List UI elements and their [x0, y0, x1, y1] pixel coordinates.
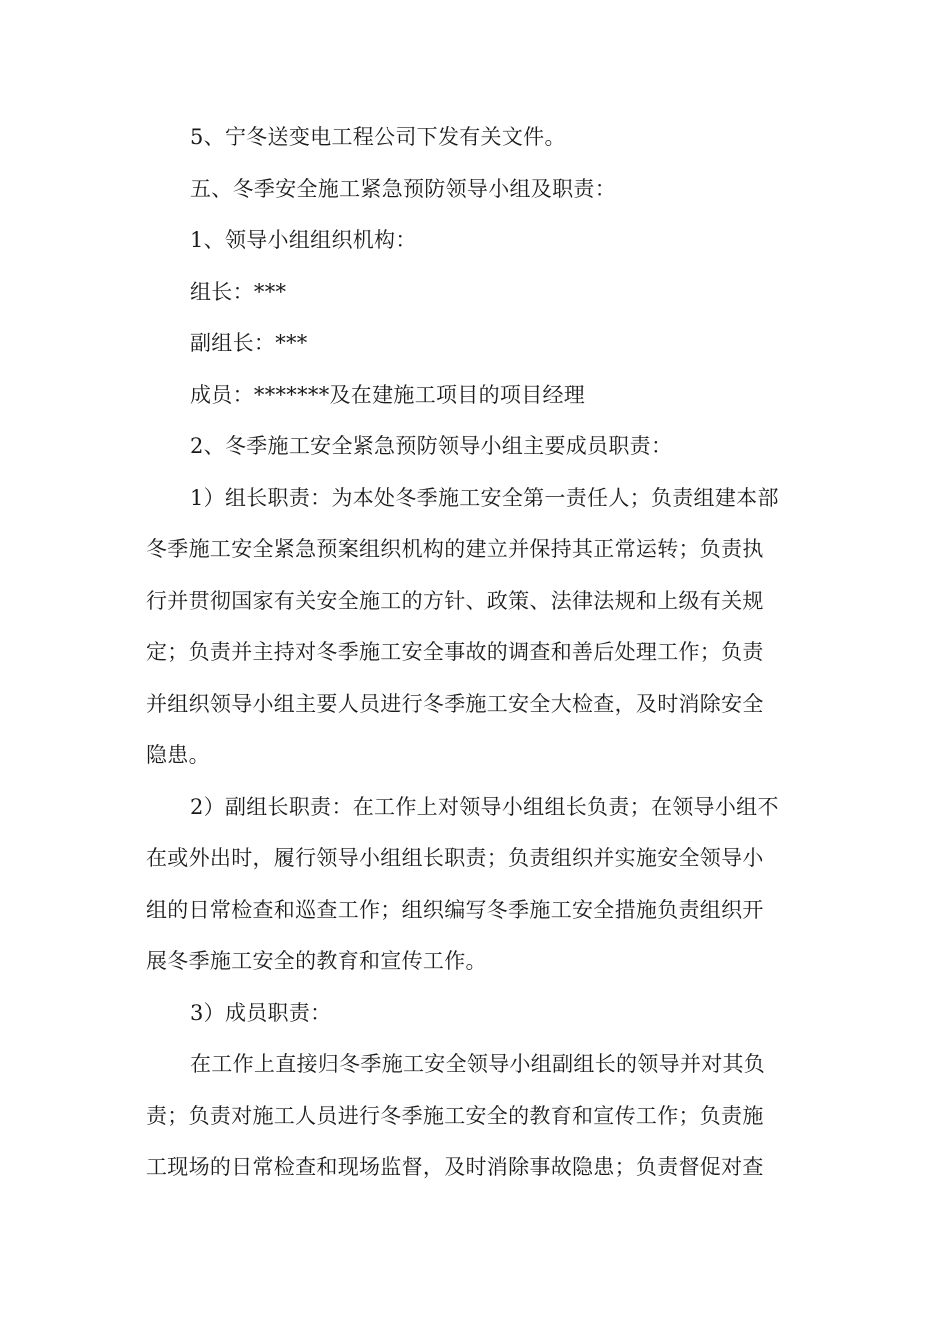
- member-duties-line-2: 责；负责对施工人员进行冬季施工安全的教育和宣传工作；负责施: [146, 1103, 764, 1128]
- leader-duties-line-2: 冬季施工安全紧急预案组织机构的建立并保持其正常运转；负责执: [146, 537, 764, 561]
- deputy-duties-line-1: 2）副组长职责：在工作上对领导小组组长负责；在领导小组不: [190, 794, 779, 819]
- deputy-duties-line-4: 展冬季施工安全的教育和宣传工作。: [146, 949, 487, 973]
- document-body: [146, 112, 806, 1194]
- leader-duties-line-5: 并组织领导小组主要人员进行冬季施工安全大检查，及时消除安全: [146, 691, 764, 716]
- section-heading-5: 五、冬季安全施工紧急预防领导小组及职责：: [190, 176, 616, 201]
- member-duties-line-3: 工现场的日常检查和现场监督，及时消除事故隐患；负责督促对查: [146, 1155, 764, 1179]
- leader-duties-line-4: 定；负责并主持对冬季施工安全事故的调查和善后处理工作；负责: [146, 640, 764, 664]
- leader-duties-line-1: 1）组长职责：为本处冬季施工安全第一责任人；负责组建本部: [190, 485, 779, 510]
- member-duties-heading: 3）成员职责：: [190, 1000, 332, 1025]
- leader-duties-line-3: 行并贯彻国家有关安全施工的方针、政策、法律法规和上级有关规: [146, 588, 764, 613]
- member-duties-line-1: 在工作上直接归冬季施工安全领导小组副组长的领导并对其负: [190, 1052, 766, 1076]
- members-line: 成员：*******及在建施工项目的项目经理: [190, 382, 586, 407]
- deputy-duties-line-3: 组的日常检查和巡查工作；组织编写冬季施工安全措施负责组织开: [146, 897, 764, 922]
- leader-line: 组长：***: [190, 279, 287, 304]
- deputy-duties-line-2: 在或外出时，履行领导小组组长职责；负责组织并实施安全领导小: [146, 846, 764, 870]
- deputy-leader-line: 副组长：***: [190, 331, 308, 355]
- text-line-1: 5、宁冬送变电工程公司下发有关文件。: [190, 125, 566, 149]
- subsection-heading-1: 1、领导小组组织机构：: [190, 228, 417, 252]
- subsection-heading-2: 2、冬季施工安全紧急预防领导小组主要成员职责：: [190, 434, 673, 458]
- leader-duties-line-6: 隐患。: [146, 743, 210, 767]
